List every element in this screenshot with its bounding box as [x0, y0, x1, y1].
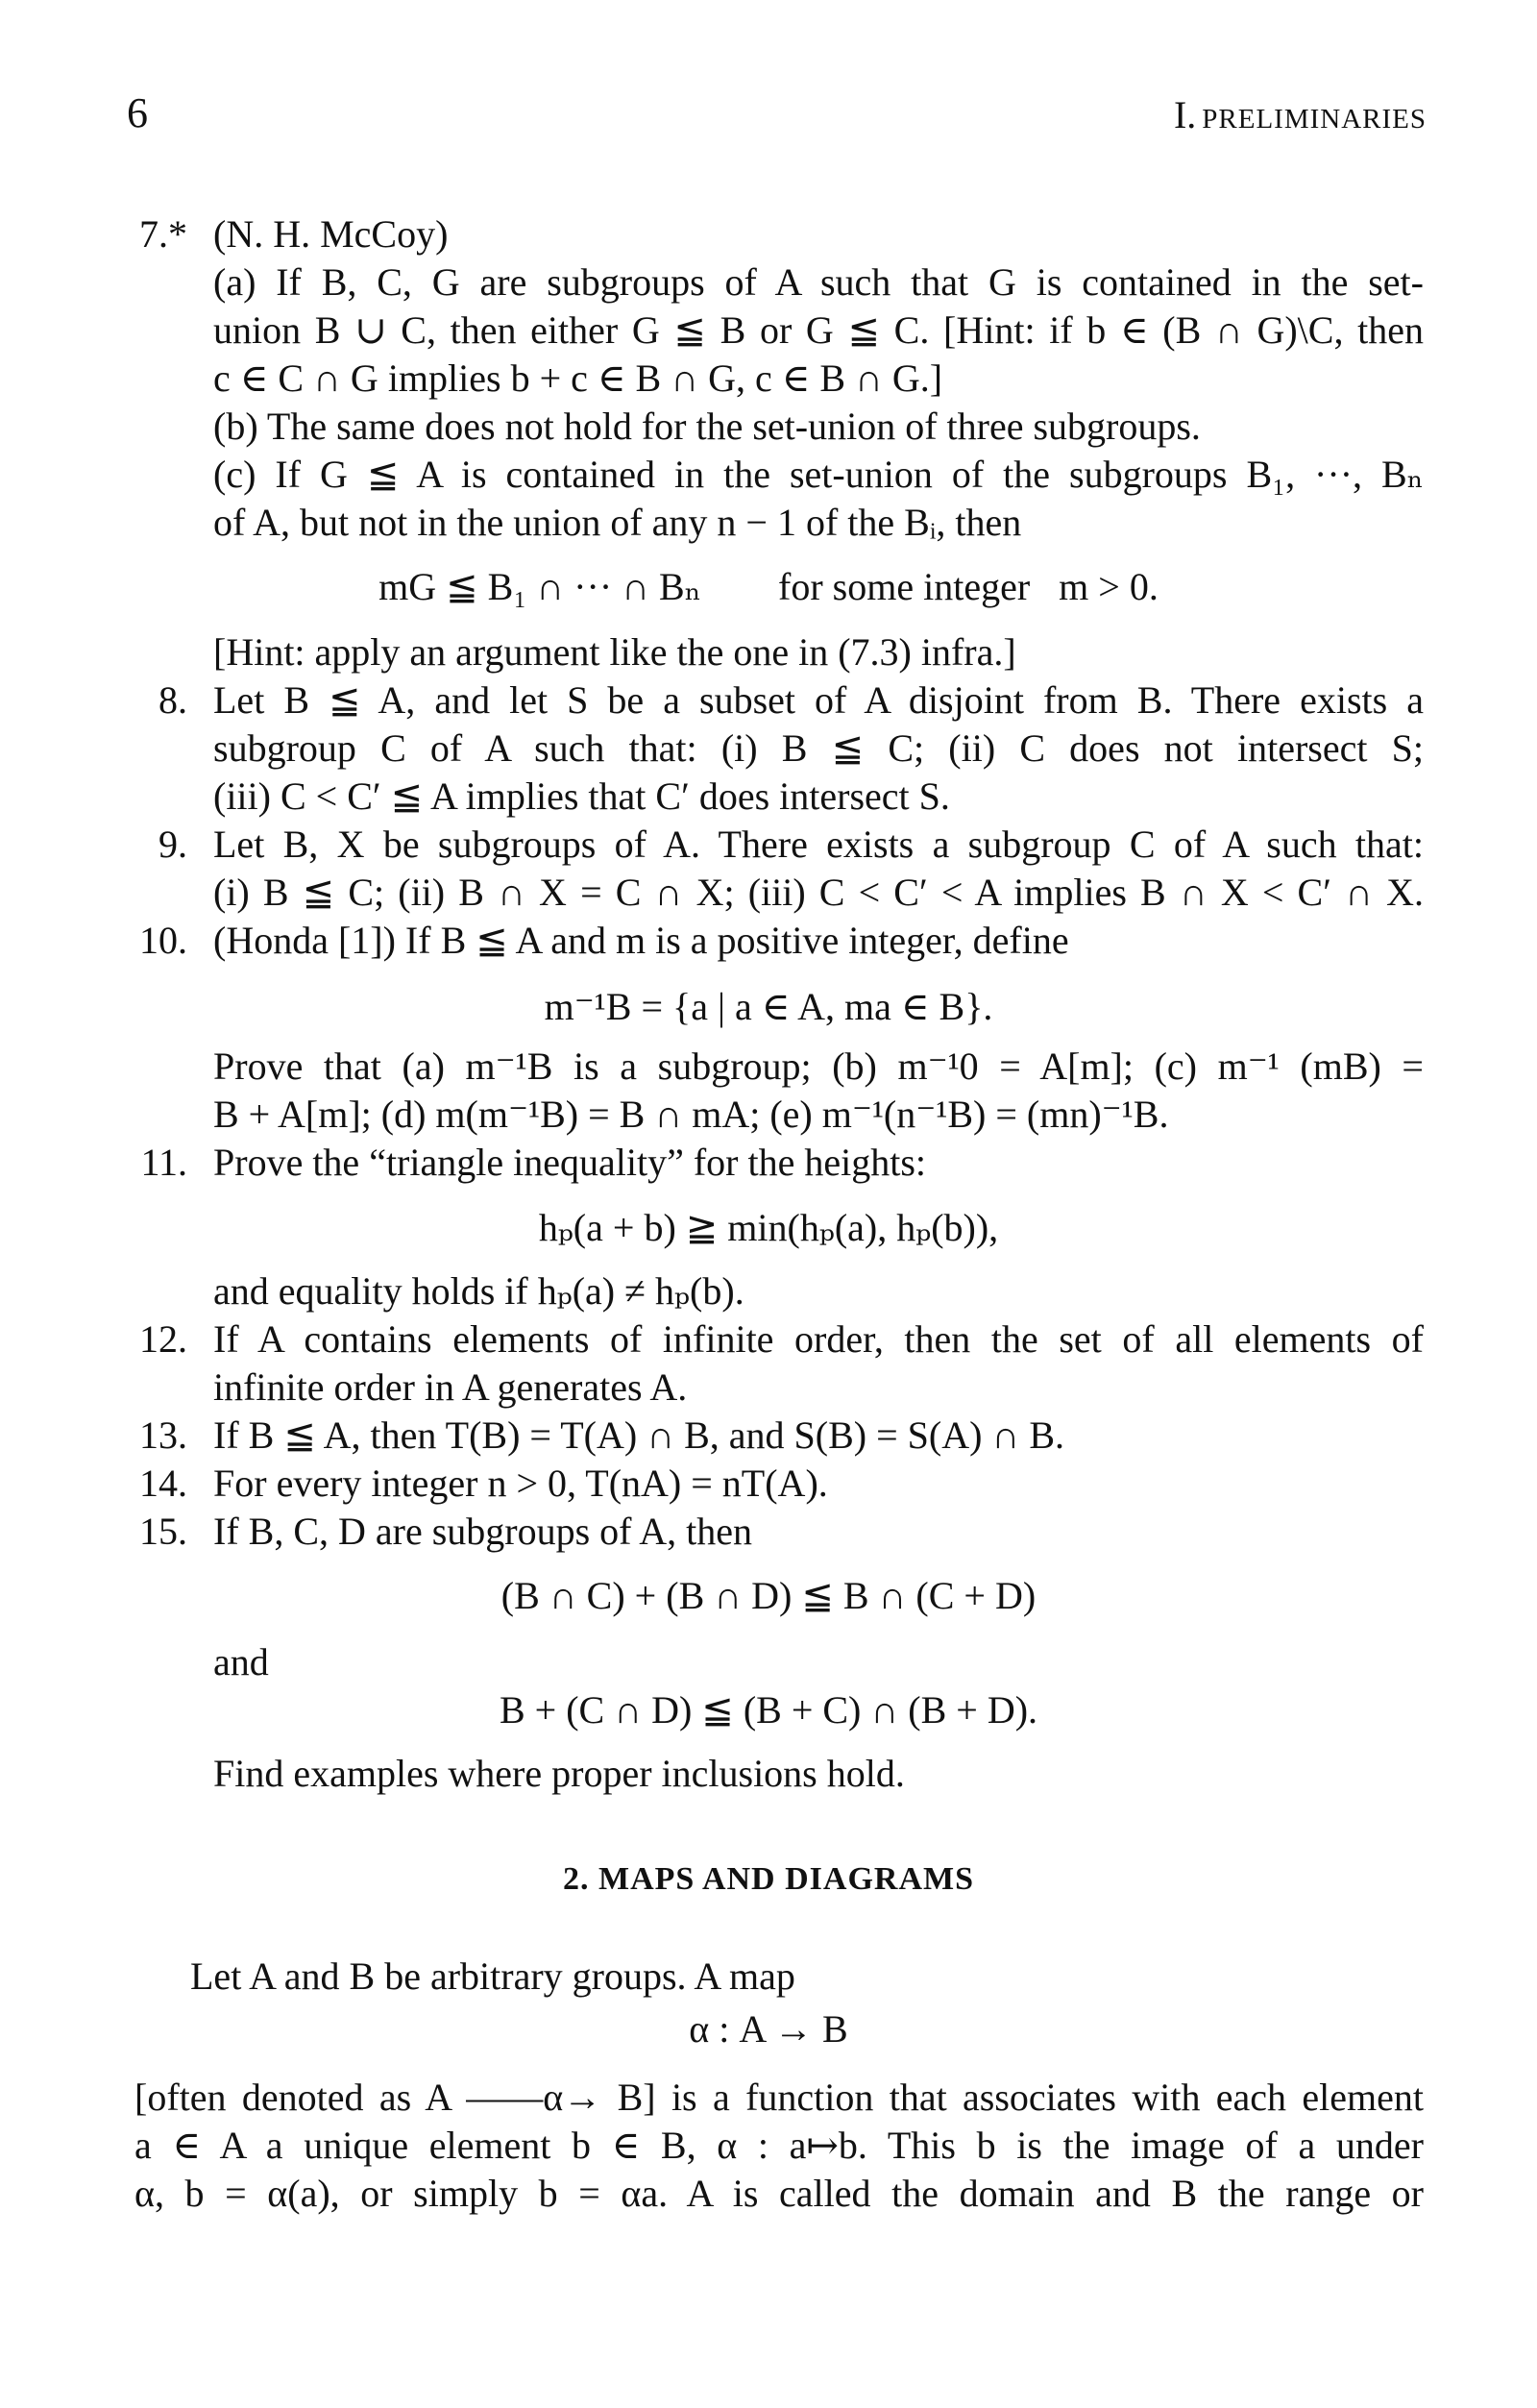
exercise-line: of A, but not in the union of any n − 1 of the Bᵢ, then	[213, 501, 1022, 544]
exercise-number: 8.	[159, 678, 187, 722]
chapter-title: PRELIMINARIES	[1202, 104, 1427, 135]
exercise-line: c ∈ C ∩ G implies b + c ∈ B ∩ G, c ∈ B ∩ G.]	[213, 356, 943, 400]
chapter-number: I.	[1173, 93, 1197, 136]
exercise-line: For every integer n > 0, T(nA) = nT(A).	[213, 1462, 828, 1505]
exercise-line: and equality holds if hₚ(a) ≠ hₚ(b).	[213, 1269, 744, 1313]
exercise-line: (c) If G ≦ A is contained in the set-union of the subgroups B₁, ···, Bₙ	[213, 453, 1424, 496]
exercise-line: Prove the “triangle inequality” for the heights:	[213, 1141, 926, 1184]
exercise-line: (b) The same does not hold for the set-union of three subgroups.	[213, 405, 1201, 448]
exercise-line: union B ∪ C, then either G ≦ B or G ≦ C. [Hint: if b ∈ (B ∩ G)\C, then	[213, 308, 1424, 352]
exercise-number: 12.	[139, 1317, 187, 1361]
exercise-number: 9.	[159, 823, 187, 866]
exercise-number: 15.	[139, 1510, 187, 1553]
body-line: a ∈ A a unique element b ∈ B, α : a↦b. This b is the image of a under	[134, 2124, 1424, 2167]
exercise-line: B + A[m]; (d) m(m⁻¹B) = B ∩ mA; (e) m⁻¹(n⁻¹B) = (mn)⁻¹B.	[213, 1093, 1169, 1136]
page-number: 6	[127, 89, 148, 136]
exercise-number: 14.	[139, 1462, 187, 1505]
exercise-line: (a) If B, C, G are subgroups of A such that G is contained in the set-	[213, 260, 1424, 304]
section-heading: 2. MAPS AND DIAGRAMS	[563, 1861, 974, 1897]
exercise-line: Find examples where proper inclusions hold.	[213, 1752, 905, 1795]
exercise-line: Let B ≦ A, and let S be a subset of A disjoint from B. There exists a	[213, 678, 1424, 722]
exercise-number: 13.	[139, 1413, 187, 1457]
exercise-line: If B, C, D are subgroups of A, then	[213, 1510, 753, 1553]
display-formula: B + (C ∩ D) ≦ (B + C) ∩ (B + D).	[499, 1688, 1038, 1732]
exercise-line: subgroup C of A such that: (i) B ≦ C; (ii) C does not intersect S;	[213, 726, 1424, 770]
exercise-line: [Hint: apply an argument like the one in (7.3) infra.]	[213, 630, 1016, 674]
body-line: Let A and B be arbitrary groups. A map	[190, 1954, 795, 1998]
exercise-line: Prove that (a) m⁻¹B is a subgroup; (b) m⁻¹0 = A[m]; (c) m⁻¹ (mB) =	[213, 1044, 1424, 1088]
exercise-line: Let B, X be subgroups of A. There exists a subgroup C of A such that:	[213, 823, 1424, 866]
exercise-line: and	[213, 1640, 269, 1683]
exercise-number: 11.	[140, 1141, 187, 1184]
exercise-line: (Honda [1]) If B ≦ A and m is a positive integer, define	[213, 919, 1069, 962]
body-line: α, b = α(a), or simply b = αa. A is called the domain and B the range or	[134, 2172, 1424, 2215]
display-formula: (B ∩ C) + (B ∩ D) ≦ B ∩ (C + D)	[500, 1574, 1037, 1617]
exercise-line: (N. H. McCoy)	[213, 212, 449, 256]
exercise-number: 10.	[139, 919, 187, 962]
exercise-line: (iii) C < C′ ≦ A implies that C′ does intersect S.	[213, 774, 950, 818]
exercise-line: If B ≦ A, then T(B) = T(A) ∩ B, and S(B) = S(A) ∩ B.	[213, 1413, 1064, 1457]
display-formula: α : A → B	[689, 2007, 848, 2051]
display-formula: m⁻¹B = {a | a ∈ A, ma ∈ B}.	[544, 985, 993, 1028]
running-header	[1174, 92, 1427, 137]
exercise-line: If A contains elements of infinite order, then the set of all elements of	[213, 1317, 1424, 1361]
body-line: [often denoted as A ——α→ B] is a function that associates with each element	[134, 2076, 1424, 2119]
display-formula: hₚ(a + b) ≧ min(hₚ(a), hₚ(b)),	[538, 1206, 999, 1249]
exercise-line: (i) B ≦ C; (ii) B ∩ X = C ∩ X; (iii) C < C′ < A implies B ∩ X < C′ ∩ X.	[213, 871, 1424, 914]
display-formula: mG ≦ B₁ ∩ ··· ∩ Bₙ for some integer m > 0.	[378, 565, 1159, 608]
exercise-number: 7.*	[139, 212, 187, 256]
exercise-line: infinite order in A generates A.	[213, 1365, 688, 1409]
